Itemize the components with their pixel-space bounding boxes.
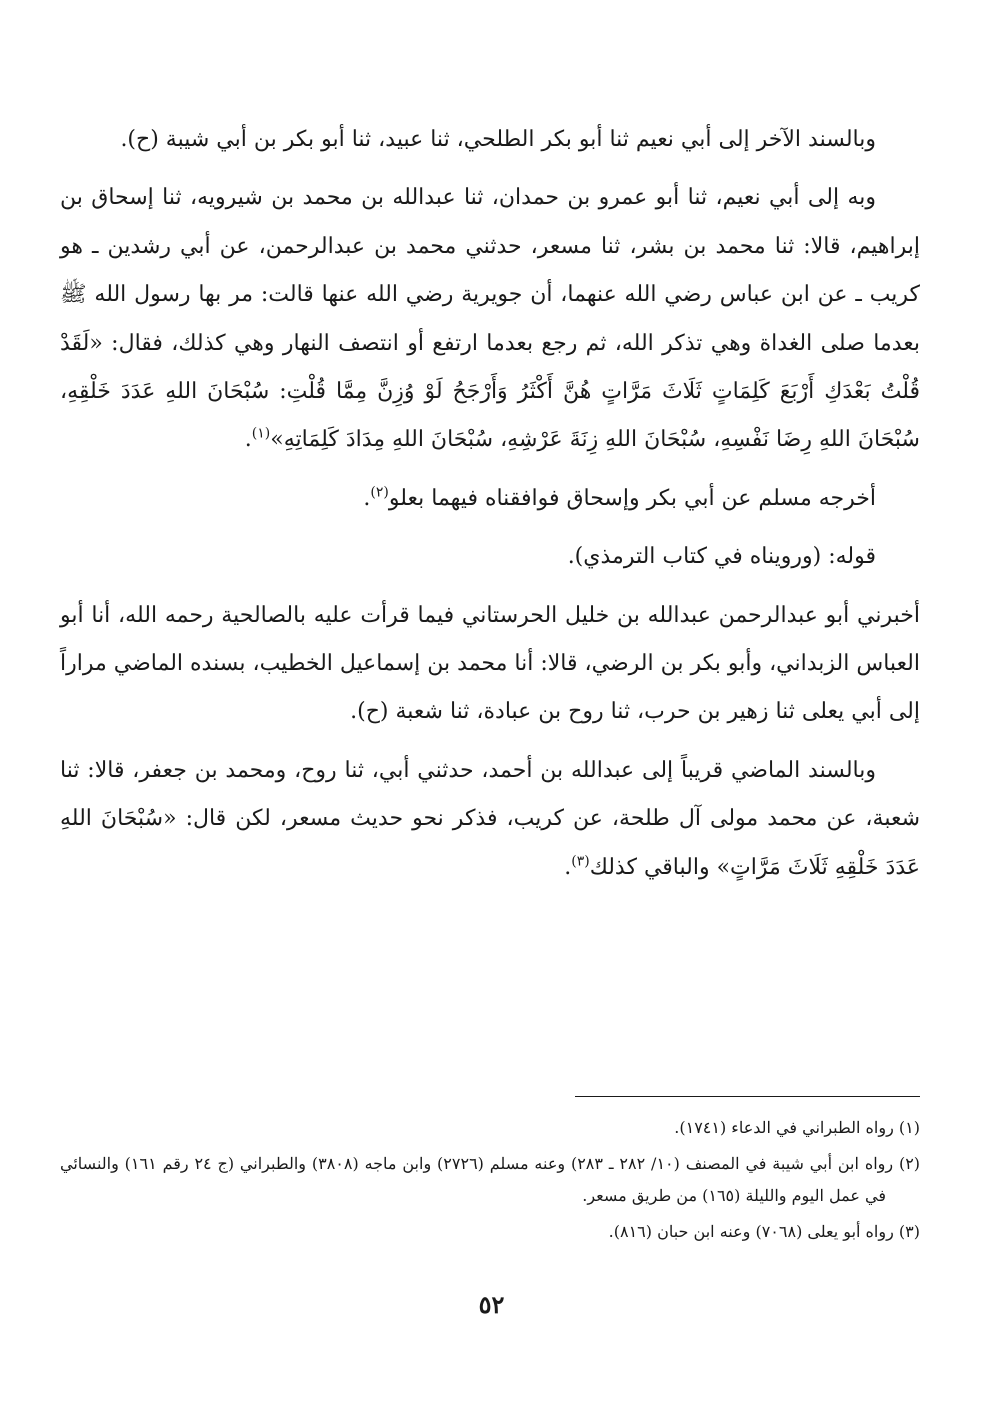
footnote-ref-2[interactable]: (٢) [370,484,389,501]
paragraph-3: أخرجه مسلم عن أبي بكر وإسحاق فوافقناه فيهما بعلو$^{(٢)}$. [363,484,876,511]
paragraph-6: وبالسند الماضي قريباً إلى عبدالله بن أحمد، حدثني أبي، ثنا روح، ومحمد بن جعفر، قالا: ثنا شعبة، عن محمد مولى آل طلحة، عن كريب، فذكر نحو حديث مسعر، لكن قال: «سُبْحَانَ اللهِ عَدَدَ خَلْقِهِ ثَلَاثَ مَرَّاتٍ» والباقي كذلك$^{(٣)}$. [60,757,920,880]
footnote-separator [575,1096,920,1097]
main-text [60,116,920,902]
paragraph-2: وبه إلى أبي نعيم، ثنا أبو عمرو بن حمدان، ثنا عبدالله بن محمد بن شيرويه، ثنا إسحاق بن إبراهيم، قالا: ثنا محمد بن بشر، ثنا مسعر، حدثني محمد بن عبدالرحمن، عن أبي رشدين ـ هو كريب ـ عن ابن عباس رضي الله عنهما، أن جويرية رضي الله عنها قالت: مر بها رسول الله ﷺ بعدما صلى الغداة وهي تذكر الله، ثم رجع بعدما ارتفع أو انتصف النهار وهي كذلك، فقال: «لَقَدْ قُلْتُ بَعْدَكِ أَرْبَعَ كَلِمَاتٍ ثَلَاثَ مَرَّاتٍ هُنَّ أَكْثَرُ وَأَرْجَحُ لَوْ وُزِنَّ مِمَّا قُلْتِ: سُبْحَانَ اللهِ عَدَدَ خَلْقِهِ، سُبْحَانَ اللهِ رِضَا نَفْسِهِ، سُبْحَانَ اللهِ زِنَةَ عَرْشِهِ، سُبْحَانَ اللهِ مِدَادَ كَلِمَاتِهِ»$^{(١)}$. [60,185,920,453]
page-number: ٥٢ [478,1290,505,1319]
footnote-3: (٣) رواه أبو يعلى (٧٠٦٨) وعنه ابن حبان (٨١٦). [608,1222,920,1241]
footnote-ref-1[interactable]: (١) [251,426,271,443]
footnote-1: (١) رواه الطبراني في الدعاء (١٧٤١). [674,1118,920,1137]
footnote-2: (٢) رواه ابن أبي شيبة في المصنف (١٠/ ٢٨٢ ـ ٢٨٣) وعنه مسلم (٢٧٢٦) وابن ماجه (٣٨٠٨) والطبراني (ج ٢٤ رقم ١٦١) والنسائي في عمل اليوم والليلة (١٦٥) من طريق مسعر. [60,1154,921,1205]
footnote-ref-3[interactable]: (٣) [571,853,590,870]
paragraph-5: أخبرني أبو عبدالرحمن عبدالله بن خليل الحرستاني فيما قرأت عليه بالصالحية رحمه الله، أنا أبو العباس الزبداني، وأبو بكر بن الرضي، قالا: أنا محمد بن إسماعيل الخطيب، بسنده الماضي مراراً إلى أبي يعلى ثنا زهير بن حرب، ثنا روح بن عبادة، ثنا شعبة (ح). [60,602,920,725]
footnotes [60,1112,920,1252]
paragraph-1: وبالسند الآخر إلى أبي نعيم ثنا أبو بكر الطلحي، ثنا عبيد، ثنا أبو بكر بن أبي شيبة (ح). [120,127,876,152]
paragraph-4: قوله: (ورويناه في كتاب الترمذي). [567,544,876,570]
